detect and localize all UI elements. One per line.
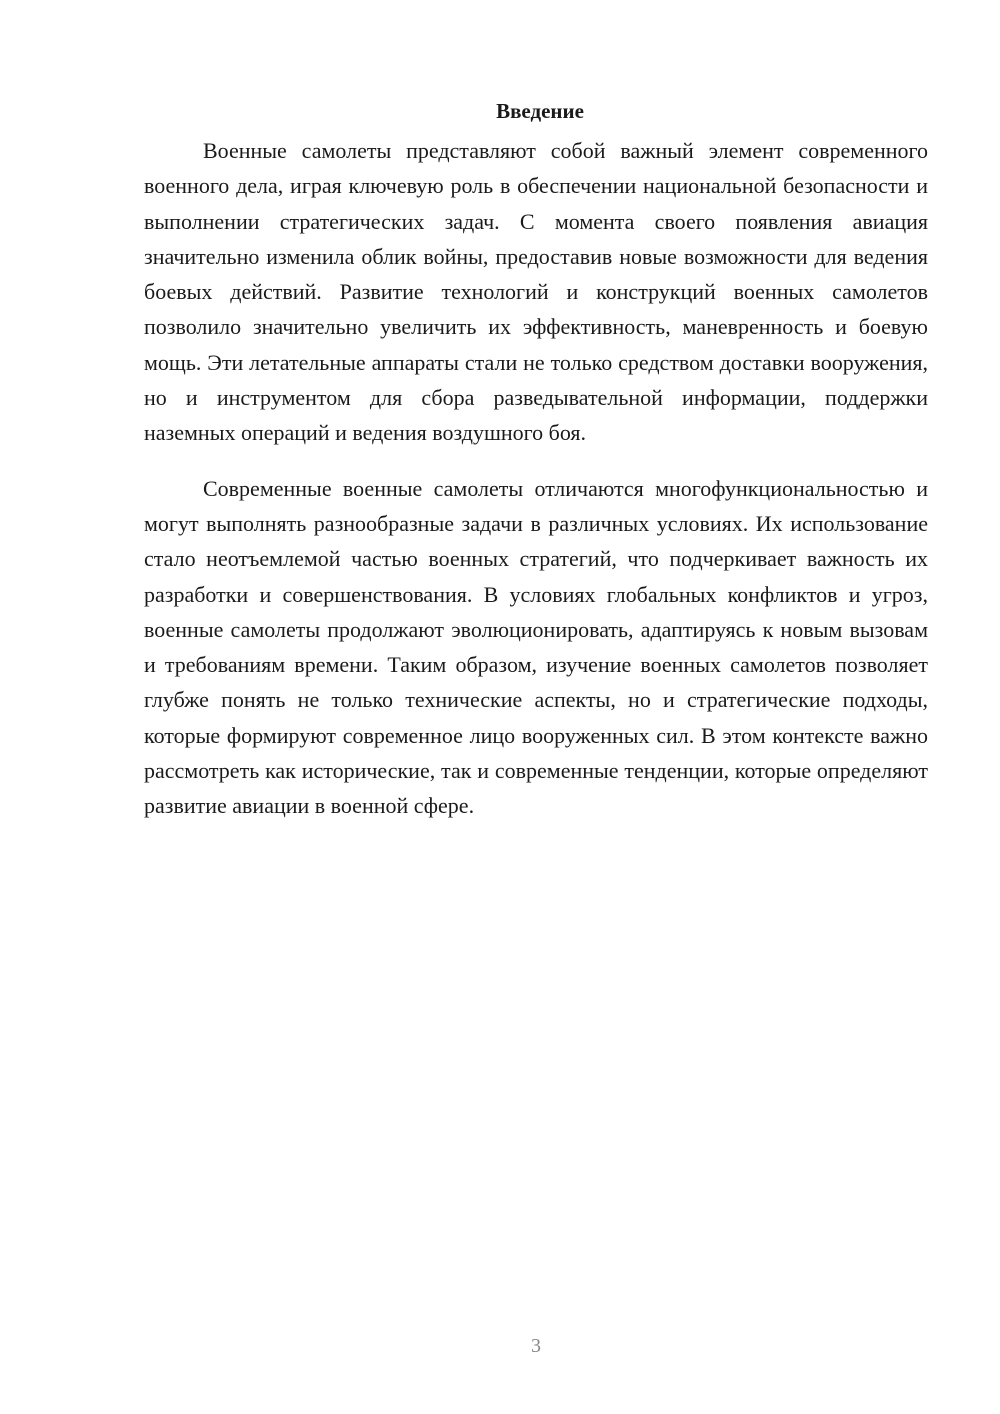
paragraph-1: Военные самолеты представляют собой важный элемент современного военного дела, играя ключевую роль в обеспечении национальной безопасности и выполнении стратегических задач. С момента своего появления авиация значительно изменила облик войны, предоставив новые возможности для ведения боевых действий. Развитие технологий и конструкций военных самолетов позволило значительно увеличить их эффективность, маневренность и боевую мощь. Эти летательные аппараты стали не только средством доставки вооружения, но и инструментом для сбора разведывательной информации, поддержки наземных операций и ведения воздушного боя.: [144, 138, 928, 446]
page-number: 3: [531, 1335, 541, 1357]
section-heading: Введение: [496, 99, 584, 123]
paragraph-2: Современные военные самолеты отличаются многофункциональностью и могут выполнять разнообразные задачи в различных условиях. Их использование стало неотъемлемой частью военных стратегий, что подчеркивает важность их разработки и совершенствования. В условиях глобальных конфликтов и угроз, военные самолеты продолжают эволюционировать, адаптируясь к новым вызовам и требованиям времени. Таким образом, изучение военных самолетов позволяет глубже понять не только технические аспекты, но и стратегические подходы, которые формируют современное лицо вооруженных сил. В этом контексте важно рассмотреть как исторические, так и современные тенденции, которые определяют развитие авиации в военной сфере.: [144, 475, 928, 819]
page-content: [144, 96, 928, 824]
